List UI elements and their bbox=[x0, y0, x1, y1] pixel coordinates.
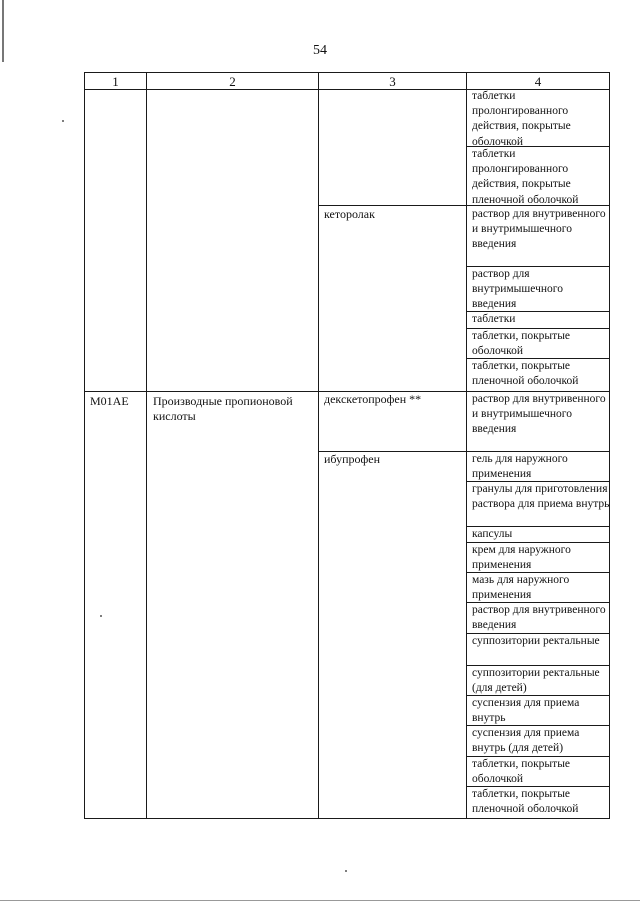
page-number: 54 bbox=[313, 43, 327, 58]
dosage-form: суспензия для приема внутрь (для детей) bbox=[472, 727, 580, 755]
table-top-border bbox=[84, 72, 610, 73]
dosage-form: раствор для внутривенного и внутримышечного введения bbox=[472, 208, 606, 251]
column-border bbox=[466, 72, 467, 819]
dosage-form: таблетки, покрытые оболочкой bbox=[472, 758, 571, 786]
dosage-form: гранулы для приготовления раствора для приема внутрь bbox=[472, 483, 610, 511]
dosage-form: суппозитории ректальные bbox=[472, 635, 600, 647]
column-header: 1 bbox=[112, 74, 119, 89]
column-header: 2 bbox=[229, 74, 236, 89]
dosage-form: суппозитории ректальные (для детей) bbox=[472, 667, 600, 695]
scan-speck bbox=[62, 120, 64, 122]
dosage-form: капсулы bbox=[472, 528, 513, 540]
dosage-form: гель для наружного применения bbox=[472, 453, 568, 481]
scan-speck bbox=[345, 870, 347, 872]
column-header: 3 bbox=[389, 74, 396, 89]
dosage-form: таблетки, покрытые пленочной оболочкой bbox=[472, 788, 579, 816]
dosage-form: крем для наружного применения bbox=[472, 544, 571, 572]
atc-group-name: Производные пропионовой кислоты bbox=[153, 394, 293, 424]
drug-name: декскетопрофен ** bbox=[324, 392, 422, 406]
dosage-form: таблетки, покрытые пленочной оболочкой bbox=[472, 360, 579, 388]
atc-code: M01AE bbox=[90, 394, 129, 408]
dosage-form: мазь для наружного применения bbox=[472, 574, 570, 602]
dosage-form: таблетки bbox=[472, 313, 516, 325]
drug-name: кеторолак bbox=[324, 207, 375, 221]
scan-speck bbox=[100, 615, 102, 617]
dosage-form: раствор для внутримышечного введения bbox=[472, 268, 563, 311]
column-border bbox=[84, 72, 85, 819]
dosage-form: раствор для внутривенного введения bbox=[472, 604, 606, 632]
column-header: 4 bbox=[534, 74, 542, 89]
dosage-form: таблетки пролонгированного действия, покрытые оболочкой bbox=[472, 90, 571, 148]
scan-edge-bottom bbox=[0, 900, 640, 901]
column-border bbox=[318, 72, 319, 819]
dosage-form: таблетки пролонгированного действия, покрытые пленочной оболочкой bbox=[472, 148, 579, 206]
dosage-form: таблетки, покрытые оболочкой bbox=[472, 330, 571, 358]
dosage-form: раствор для внутривенного и внутримышечного введения bbox=[472, 393, 606, 436]
column-border bbox=[146, 72, 147, 819]
dosage-form: суспензия для приема внутрь bbox=[472, 697, 580, 725]
table-bottom-border bbox=[84, 818, 610, 819]
drug-name: ибупрофен bbox=[324, 452, 381, 466]
